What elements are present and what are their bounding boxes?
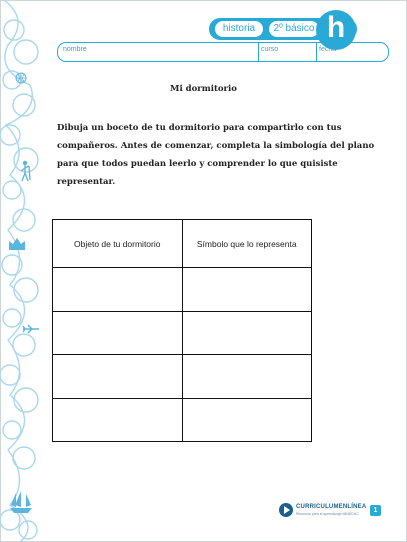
- course-label: curso: [261, 46, 279, 53]
- page-number: 1: [370, 505, 381, 516]
- info-divider: [258, 43, 259, 61]
- crown-icon: [7, 236, 27, 250]
- footer-tagline: Recursos para el aprendizaje MINEDUC: [296, 512, 359, 516]
- object-cell[interactable]: [53, 355, 183, 398]
- object-cell[interactable]: [53, 311, 183, 354]
- table-row: [53, 398, 312, 441]
- curriculum-en-linea-logo: [279, 503, 369, 519]
- symbol-cell[interactable]: [182, 268, 312, 311]
- page-title: Mi dormitorio: [170, 84, 237, 94]
- symbol-cell[interactable]: [182, 355, 312, 398]
- instructions-text: Dibuja un boceto de tu dormitorio para compartirlo con tus compañeros. Antes de comenzar, completa la simbología del plano para que todos puedan leerlo y comprender lo que quisiste representar.: [57, 123, 375, 187]
- symbology-table: [52, 219, 312, 442]
- object-cell[interactable]: [53, 268, 183, 311]
- grade-tag: 2º básico: [269, 21, 319, 37]
- name-label: nombre: [63, 46, 87, 53]
- airplane-icon: [22, 324, 40, 334]
- date-label: fecha: [319, 46, 337, 53]
- symbol-cell[interactable]: [182, 311, 312, 354]
- symbol-cell[interactable]: [182, 398, 312, 441]
- sailing-ship-icon: [8, 490, 34, 514]
- subject-tag: historia: [215, 21, 263, 37]
- table-row: [53, 268, 312, 311]
- table-row: [53, 355, 312, 398]
- info-divider: [316, 43, 317, 61]
- table-header-row: [53, 220, 312, 268]
- play-icon: [279, 503, 293, 517]
- table-row: [53, 311, 312, 354]
- historia-logo-icon: h: [316, 10, 356, 50]
- column-header-symbol: Símbolo que lo representa: [182, 220, 312, 268]
- footer-brand: CURRICULUMENLÍNEA: [296, 504, 367, 510]
- object-cell[interactable]: [53, 398, 183, 441]
- globe-icon: [15, 72, 27, 84]
- column-header-object: Objeto de tu dormitorio: [53, 220, 183, 268]
- student-info-bar: [57, 42, 389, 62]
- explorer-figure-icon: [18, 160, 32, 182]
